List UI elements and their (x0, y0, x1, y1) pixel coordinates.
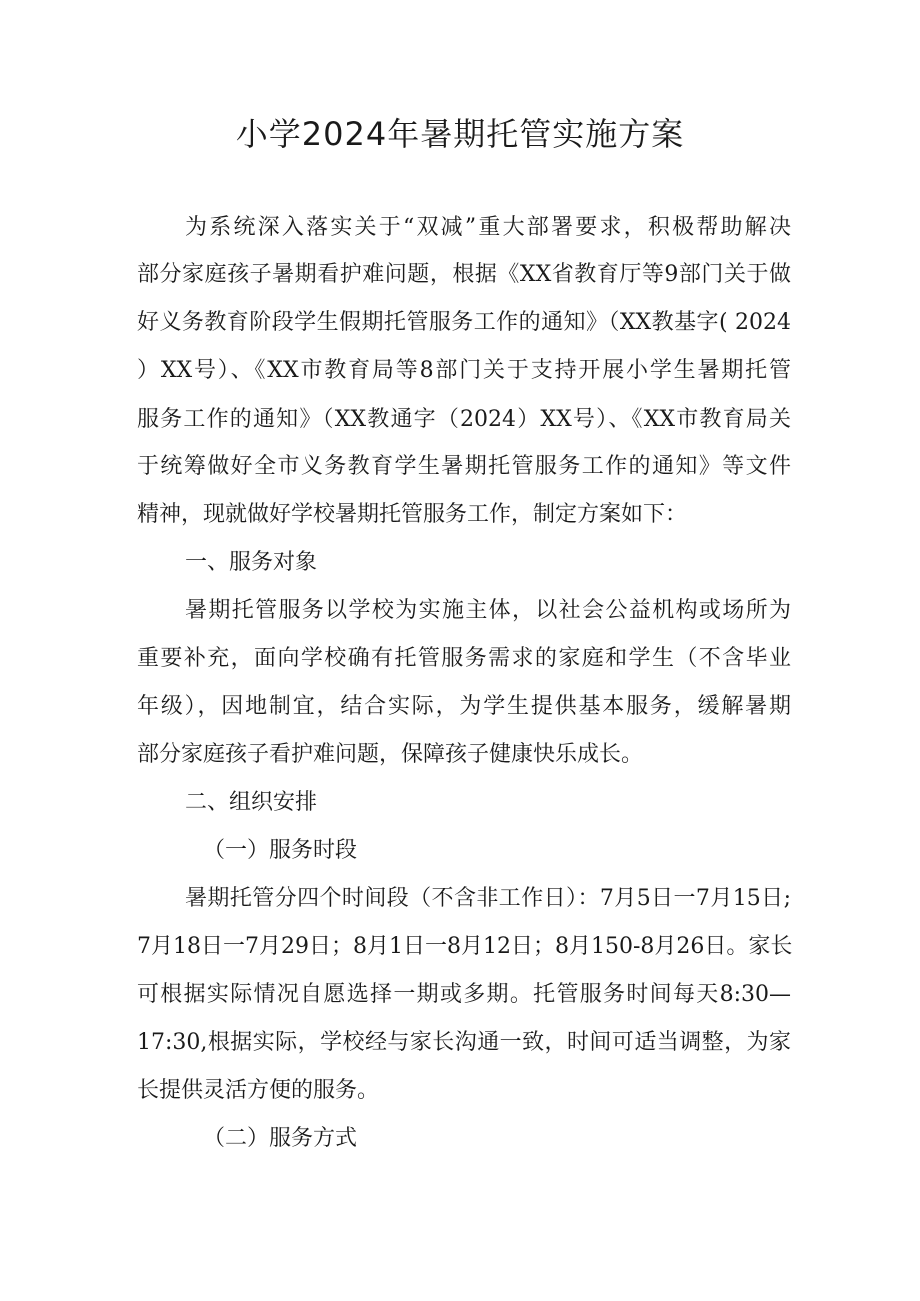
paragraph-line: 17:30,根据实际，学校经与家长沟通一致，时间可适当调整，为家 (137, 1030, 791, 1055)
paragraph-line: 于统筹做好全市义务教育学生暑期托管服务工作的通知》等文件 (137, 454, 791, 479)
subsection-heading: （一）服务时段 (203, 838, 358, 863)
paragraph-line: ）XX号）、《XX市教育局等8部门关于支持开展小学生暑期托管 (137, 358, 791, 383)
paragraph-line: 好义务教育阶段学生假期托管服务工作的通知》（XX教基字( 2024 (137, 310, 791, 335)
paragraph-line: 7月18日一7月29日；8月1日一8月12日；8月150-8月26日。家长 (137, 934, 793, 959)
paragraph-line: 可根据实际情况自愿选择一期或多期。托管服务时间每天8:30— (137, 982, 791, 1007)
paragraph-line: 长提供灵活方便的服务。 (137, 1078, 380, 1103)
paragraph-line: 年级），因地制宜，结合实际，为学生提供基本服务，缓解暑期 (137, 694, 791, 719)
paragraph-line: 服务工作的通知》（XX教通字（2024）XX号）、《XX市教育局关 (137, 407, 791, 432)
document-title: 小学2024年暑期托管实施方案 (235, 115, 685, 153)
paragraph-line: 暑期托管服务以学校为实施主体，以社会公益机构或场所为 (185, 598, 791, 623)
section-heading: 二、组织安排 (185, 790, 318, 815)
section-heading: 一、服务对象 (185, 550, 318, 575)
paragraph-line: 部分家庭孩子看护难问题，保障孩子健康快乐成长。 (137, 742, 644, 767)
paragraph-line: 暑期托管分四个时间段（不含非工作日）：7月5日一7月15日; (185, 886, 791, 911)
paragraph-line: 部分家庭孩子暑期看护难问题，根据《XX省教育厅等9部门关于做 (137, 262, 791, 287)
paragraph-line: 为系统深入落实关于“双减”重大部署要求，积极帮助解决 (185, 215, 791, 240)
subsection-heading: （二）服务方式 (203, 1126, 358, 1151)
paragraph-line: 重要补充，面向学校确有托管服务需求的家庭和学生（不含毕业 (137, 646, 791, 671)
paragraph-line: 精神，现就做好学校暑期托管服务工作，制定方案如下： (137, 502, 688, 527)
